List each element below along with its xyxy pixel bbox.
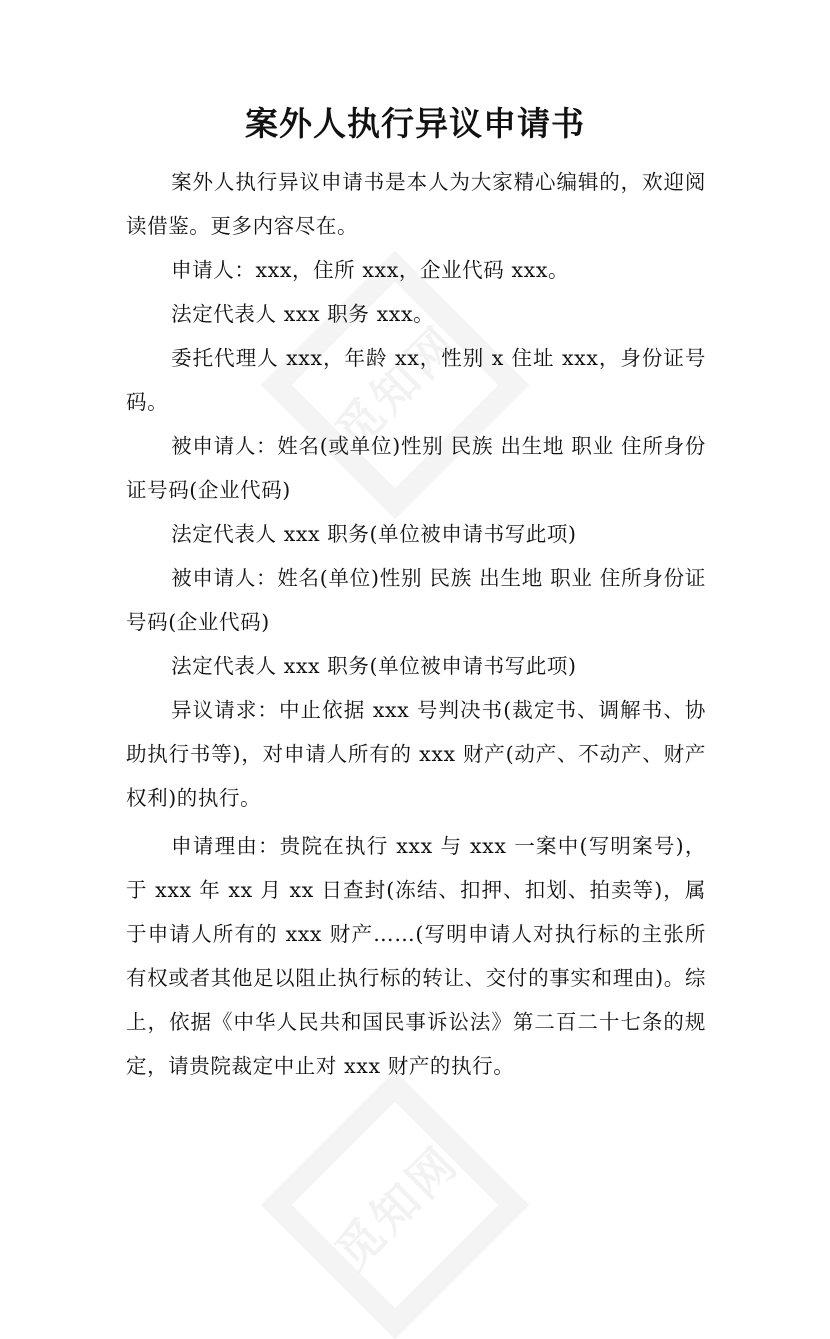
watermark-text: 觅知网: [324, 314, 470, 460]
respondent-representative-paragraph: 法定代表人 xxx 职务(单位被申请书写此项): [171, 522, 577, 546]
respondent-paragraph: 被申请人：姓名(单位)性别 民族 出生地 职业 住所身份证号码(企业代码): [126, 566, 706, 634]
watermark-logo: [261, 1071, 530, 1339]
document-title: 案外人执行异议申请书: [245, 104, 585, 143]
applicant-paragraph: 申请人：xxx，住所 xxx，企业代码 xxx。: [171, 258, 570, 282]
respondent-paragraph: 被申请人：姓名(或单位)性别 民族 出生地 职业 住所身份证号码(企业代码): [126, 434, 706, 502]
intro-paragraph: 案外人执行异议申请书是本人为大家精心编辑的，欢迎阅读借鉴。更多内容尽在。: [126, 170, 706, 238]
document-body: [126, 160, 706, 1088]
watermark-text: 觅知网: [324, 1134, 470, 1280]
application-reason-paragraph: 申请理由：贵院在执行 xxx 与 xxx 一案中(写明案号)，于 xxx 年 xx 月 xx 日查封(冻结、扣押、扣划、拍卖等)，属于申请人所有的 xxx 财产……(写明申请人对执行标的主张所有权或者其他足以阻止执行标的转让、交付的事实和理由)。综上，依据《中华人民共和国民事诉讼法》第二百二十七条的规定，请贵院裁定中止对 xxx 财产的执行。: [126, 834, 706, 1078]
respondent-representative-paragraph: 法定代表人 xxx 职务(单位被申请书写此项): [171, 654, 577, 678]
objection-request-paragraph: 异议请求：中止依据 xxx 号判决书(裁定书、调解书、协助执行书等)，对申请人所有的 xxx 财产(动产、不动产、财产权利)的执行。: [126, 698, 706, 810]
agent-paragraph: 委托代理人 xxx，年龄 xx，性别 x 住址 xxx，身份证号码。: [126, 346, 706, 414]
legal-representative-paragraph: 法定代表人 xxx 职务 xxx。: [171, 302, 435, 326]
